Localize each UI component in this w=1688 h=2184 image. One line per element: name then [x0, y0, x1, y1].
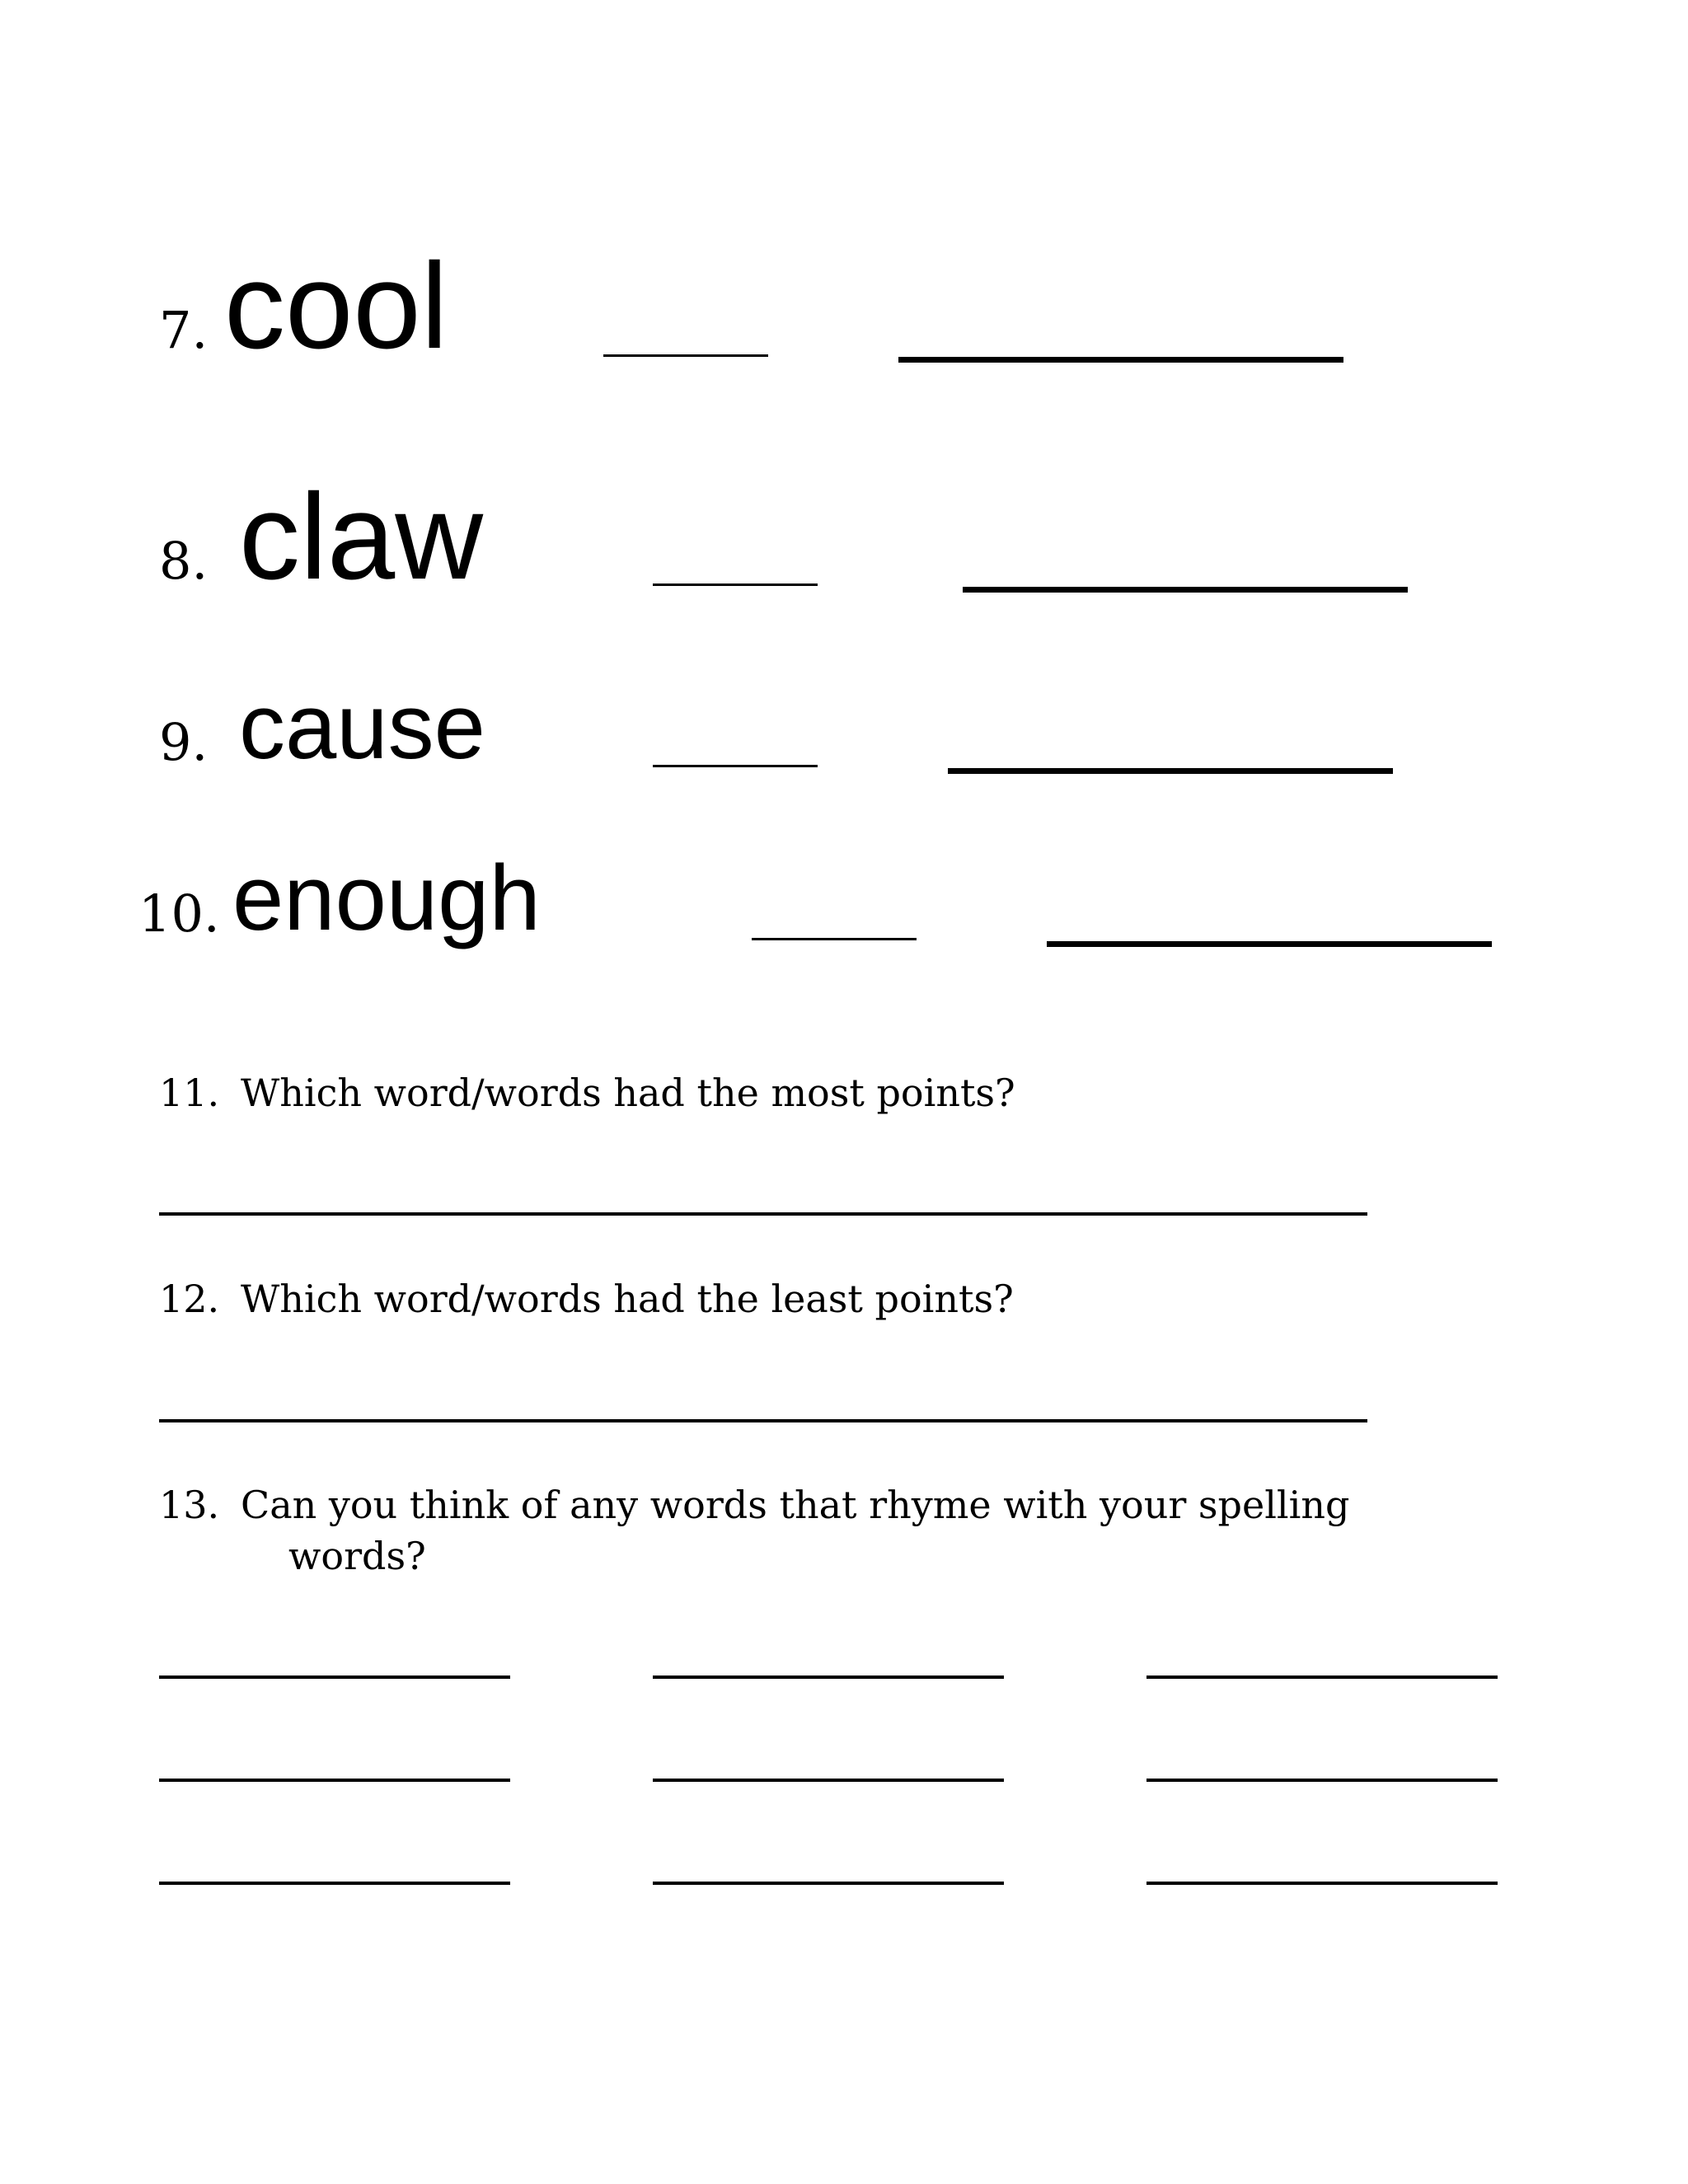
rhyme-answer-line[interactable]	[1146, 1882, 1498, 1885]
question-text-line-2: words?	[288, 1534, 426, 1578]
points-blank[interactable]	[653, 583, 818, 586]
answer-blank[interactable]	[948, 768, 1393, 774]
question-text-line-1: Can you think of any words that rhyme with your spelling	[241, 1483, 1350, 1527]
rhyme-answer-line[interactable]	[653, 1882, 1004, 1885]
question-text: Which word/words had the most points?	[241, 1071, 1015, 1115]
rhyme-answer-line[interactable]	[1146, 1675, 1498, 1679]
rhyme-answer-line[interactable]	[159, 1882, 510, 1885]
spelling-word: cause	[239, 675, 485, 778]
rhyme-answer-line[interactable]	[653, 1675, 1004, 1679]
question-number: 11.	[159, 1071, 220, 1115]
answer-line[interactable]	[159, 1419, 1367, 1422]
points-blank[interactable]	[752, 938, 917, 940]
rhyme-answer-line[interactable]	[159, 1675, 510, 1679]
spelling-word: claw	[239, 469, 484, 605]
answer-blank[interactable]	[898, 357, 1343, 363]
rhyme-answer-line[interactable]	[1146, 1779, 1498, 1782]
question-number: 13.	[159, 1483, 220, 1527]
item-number: 8.	[159, 531, 209, 591]
question-number: 12.	[159, 1277, 220, 1321]
answer-blank[interactable]	[1047, 941, 1492, 947]
rhyme-answer-line[interactable]	[159, 1779, 510, 1782]
answer-line[interactable]	[159, 1212, 1367, 1216]
question-text: Which word/words had the least points?	[241, 1277, 1014, 1321]
spelling-word: cool	[224, 238, 448, 374]
item-number: 7.	[159, 300, 209, 360]
rhyme-answer-line[interactable]	[653, 1779, 1004, 1782]
points-blank[interactable]	[603, 354, 768, 357]
item-number: 9.	[159, 712, 209, 772]
points-blank[interactable]	[653, 765, 818, 767]
answer-blank[interactable]	[963, 587, 1408, 593]
item-number: 10.	[138, 883, 220, 944]
spelling-word: enough	[232, 846, 541, 949]
